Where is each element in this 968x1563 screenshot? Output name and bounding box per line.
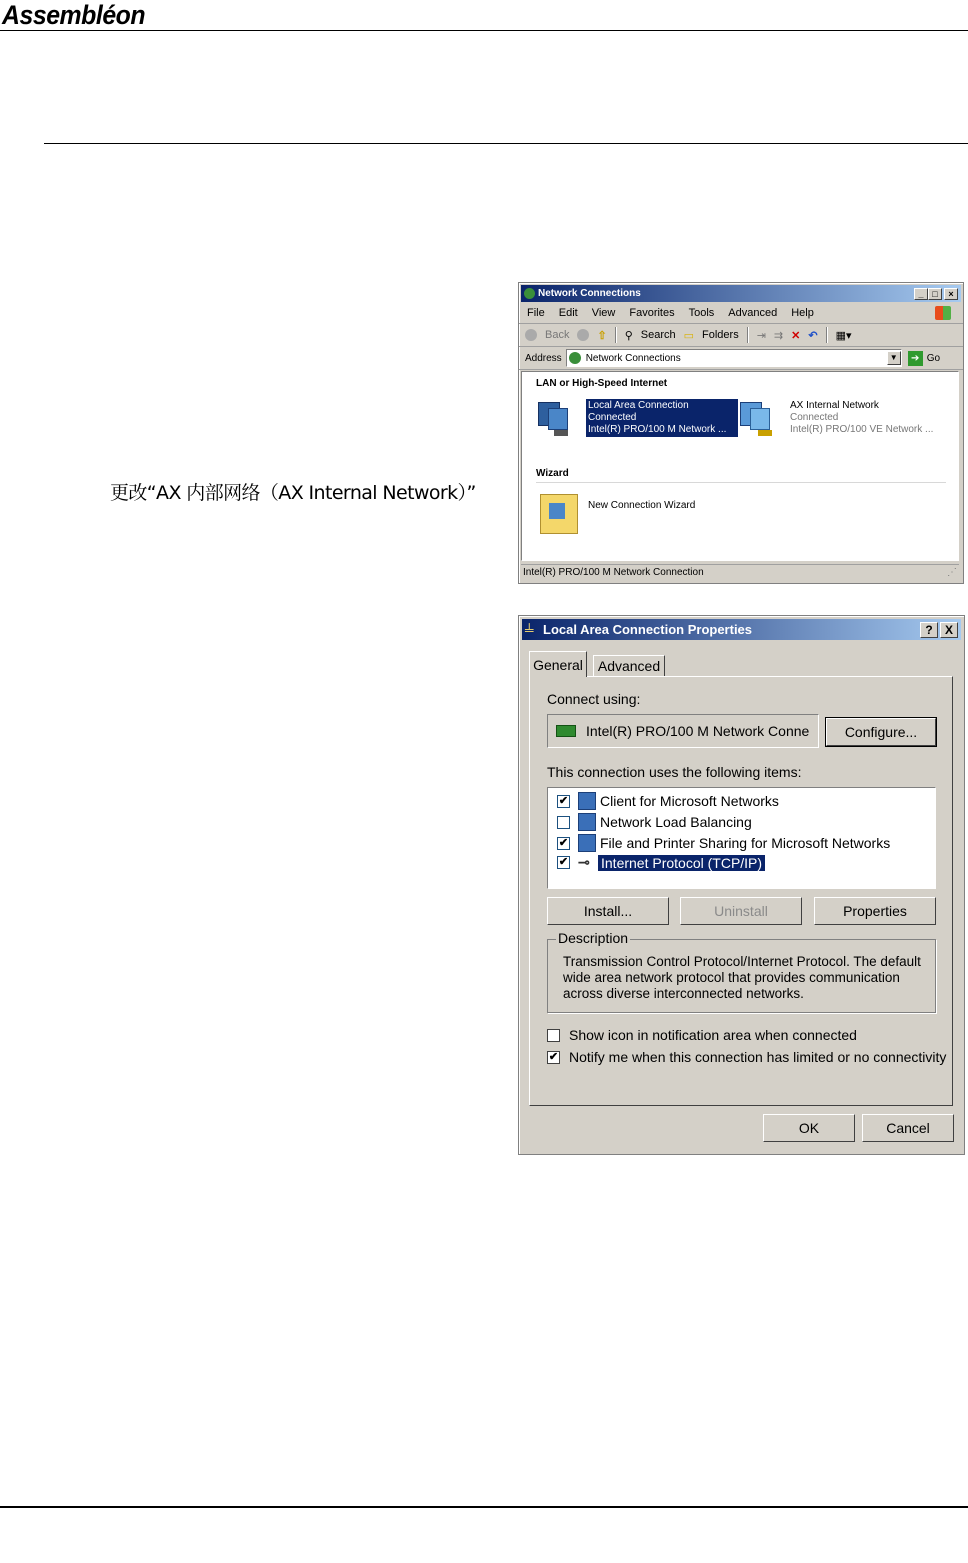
wizard-divider: [536, 482, 946, 483]
lan-properties-dialog: [518, 615, 965, 1155]
menu-favorites[interactable]: Favorites: [629, 306, 675, 319]
footer-rule: [0, 1506, 968, 1508]
cancel-button[interactable]: Cancel: [862, 1114, 954, 1142]
address-label: Address: [525, 352, 562, 364]
lan-device: Intel(R) PRO/100 M Network ...: [588, 424, 727, 435]
ax-internal-network-item[interactable]: [738, 398, 954, 446]
menu-bar: [519, 302, 963, 324]
back-arrow-icon[interactable]: [525, 329, 537, 341]
network-computer-icon: [538, 402, 568, 436]
ax-device: Intel(R) PRO/100 VE Network ...: [790, 424, 934, 435]
client-label: Client for Microsoft Networks: [600, 793, 779, 809]
list-item[interactable]: [557, 854, 765, 871]
local-area-connection-item[interactable]: [534, 398, 744, 446]
uninstall-button[interactable]: Uninstall: [680, 897, 802, 925]
nlb-label: Network Load Balancing: [600, 814, 752, 830]
menu-view[interactable]: View: [591, 306, 616, 319]
go-arrow-icon[interactable]: ➔: [908, 351, 923, 366]
notify-option[interactable]: [547, 1049, 946, 1065]
network-connections-window: [518, 282, 964, 584]
toolbar: [519, 324, 963, 347]
tab-general-label: General: [533, 656, 583, 673]
show-icon-option[interactable]: [547, 1027, 857, 1043]
components-list[interactable]: [547, 787, 936, 889]
search-button[interactable]: Search: [640, 329, 676, 341]
search-icon[interactable]: ⚲: [624, 329, 633, 342]
properties-titlebar: [522, 619, 961, 640]
nlb-checkbox[interactable]: [557, 816, 570, 829]
close-button[interactable]: ×: [944, 288, 958, 300]
menu-edit[interactable]: Edit: [558, 306, 578, 319]
folders-button[interactable]: Folders: [702, 329, 739, 341]
tab-advanced-label: Advanced: [597, 658, 661, 674]
menu-tools[interactable]: Tools: [688, 306, 715, 319]
nlb-network-icon: [578, 813, 596, 831]
ok-button[interactable]: OK: [763, 1114, 855, 1142]
address-dropdown-button[interactable]: ▼: [887, 351, 901, 365]
adapter-field: [547, 714, 819, 748]
undo-icon[interactable]: ↶: [808, 329, 818, 342]
new-connection-wizard-item[interactable]: [536, 492, 836, 538]
move-to-icon[interactable]: ⇥: [756, 329, 766, 342]
tcpip-checkbox[interactable]: ✔: [558, 856, 569, 868]
connect-using-label: Connect using:: [547, 691, 641, 707]
window-title: Network Connections: [538, 288, 641, 299]
configure-button[interactable]: Configure...: [826, 718, 936, 746]
section-wizard-heading: Wizard: [536, 468, 569, 479]
list-item[interactable]: [557, 813, 752, 831]
lan-name: Local Area Connection: [588, 400, 689, 411]
up-folder-icon[interactable]: ⇧: [597, 329, 607, 342]
wizard-icon: [540, 494, 578, 534]
tcpip-label: Internet Protocol (TCP/IP): [598, 855, 765, 871]
file-sharing-label: File and Printer Sharing for Microsoft Networks: [600, 835, 891, 851]
properties-button[interactable]: Properties: [814, 897, 936, 925]
ax-connection-label: [788, 399, 954, 437]
dialog-title: Local Area Connection Properties: [543, 622, 753, 637]
status-bar: [521, 564, 959, 580]
description-label: Description: [558, 930, 629, 946]
header-rule: [0, 30, 968, 31]
menu-advanced[interactable]: Advanced: [728, 306, 778, 319]
network-plug-icon: ╧: [525, 622, 534, 637]
install-button[interactable]: Install...: [547, 897, 669, 925]
notify-label: Notify me when this connection has limited or no connectivity: [569, 1049, 947, 1065]
adapter-name: Intel(R) PRO/100 M Network Conne: [586, 723, 810, 739]
views-icon[interactable]: ▦▾: [835, 329, 852, 342]
close-button[interactable]: X: [940, 622, 958, 638]
show-icon-checkbox[interactable]: [547, 1029, 560, 1042]
network-computer-icon: [740, 402, 770, 436]
resize-grip-icon[interactable]: ⋰: [947, 567, 957, 578]
file-sharing-network-icon: [578, 834, 596, 852]
description-group: [547, 930, 936, 1013]
address-field[interactable]: [566, 349, 902, 367]
general-tab-panel: [529, 676, 953, 1106]
tab-general[interactable]: [529, 651, 587, 677]
toolbar-separator: [747, 327, 749, 343]
network-globe-icon: [524, 288, 535, 299]
network-connections-titlebar: [521, 285, 961, 302]
wizard-label: New Connection Wizard: [588, 500, 696, 511]
instruction-caption: 更改“AX 内部网络（AX Internal Network）”: [110, 482, 476, 504]
assembleon-logo: Assembléon: [2, 0, 146, 30]
notify-checkbox[interactable]: ✔: [548, 1050, 559, 1063]
back-button[interactable]: Back: [545, 329, 570, 341]
lan-status: Connected: [588, 412, 637, 423]
delete-icon[interactable]: ✕: [791, 329, 801, 342]
address-bar: [519, 347, 963, 370]
section-rule: [44, 143, 968, 144]
status-text: Intel(R) PRO/100 M Network Connection: [523, 567, 704, 578]
connections-pane: [521, 371, 959, 561]
tcpip-protocol-icon: ⊸: [578, 854, 590, 870]
go-button[interactable]: Go: [926, 352, 941, 364]
toolbar-separator: [826, 327, 828, 343]
menu-file[interactable]: File: [527, 306, 545, 319]
show-icon-label: Show icon in notification area when connected: [569, 1027, 857, 1043]
ax-name: AX Internal Network: [790, 400, 879, 411]
list-item[interactable]: [557, 834, 890, 852]
windows-logo-icon: [935, 306, 951, 320]
minimize-button[interactable]: _: [914, 288, 928, 300]
folders-icon[interactable]: ▭: [683, 329, 695, 342]
network-card-icon: [556, 725, 576, 737]
network-globe-icon: [569, 352, 581, 364]
toolbar-separator: [615, 327, 617, 343]
client-network-icon: [578, 792, 596, 810]
description-text: Transmission Control Protocol/Internet Protocol. The default wide area network protocol that provides communication across diverse interconnected networks.: [563, 954, 921, 1001]
menu-help[interactable]: Help: [791, 306, 814, 319]
forward-arrow-icon[interactable]: [577, 329, 589, 341]
list-item[interactable]: [557, 792, 779, 810]
items-label: This connection uses the following items:: [547, 764, 802, 780]
copy-to-icon[interactable]: ⇉: [773, 329, 784, 342]
file-sharing-checkbox[interactable]: ✔: [558, 836, 569, 849]
maximize-button[interactable]: □: [928, 288, 942, 300]
client-checkbox[interactable]: ✔: [558, 794, 569, 807]
help-button[interactable]: ?: [920, 622, 938, 638]
tab-advanced[interactable]: [593, 655, 665, 676]
ax-status: Connected: [790, 412, 839, 423]
address-value: Network Connections: [585, 352, 681, 364]
lan-connection-label: [586, 399, 738, 437]
section-lan-heading: LAN or High-Speed Internet: [536, 378, 668, 389]
